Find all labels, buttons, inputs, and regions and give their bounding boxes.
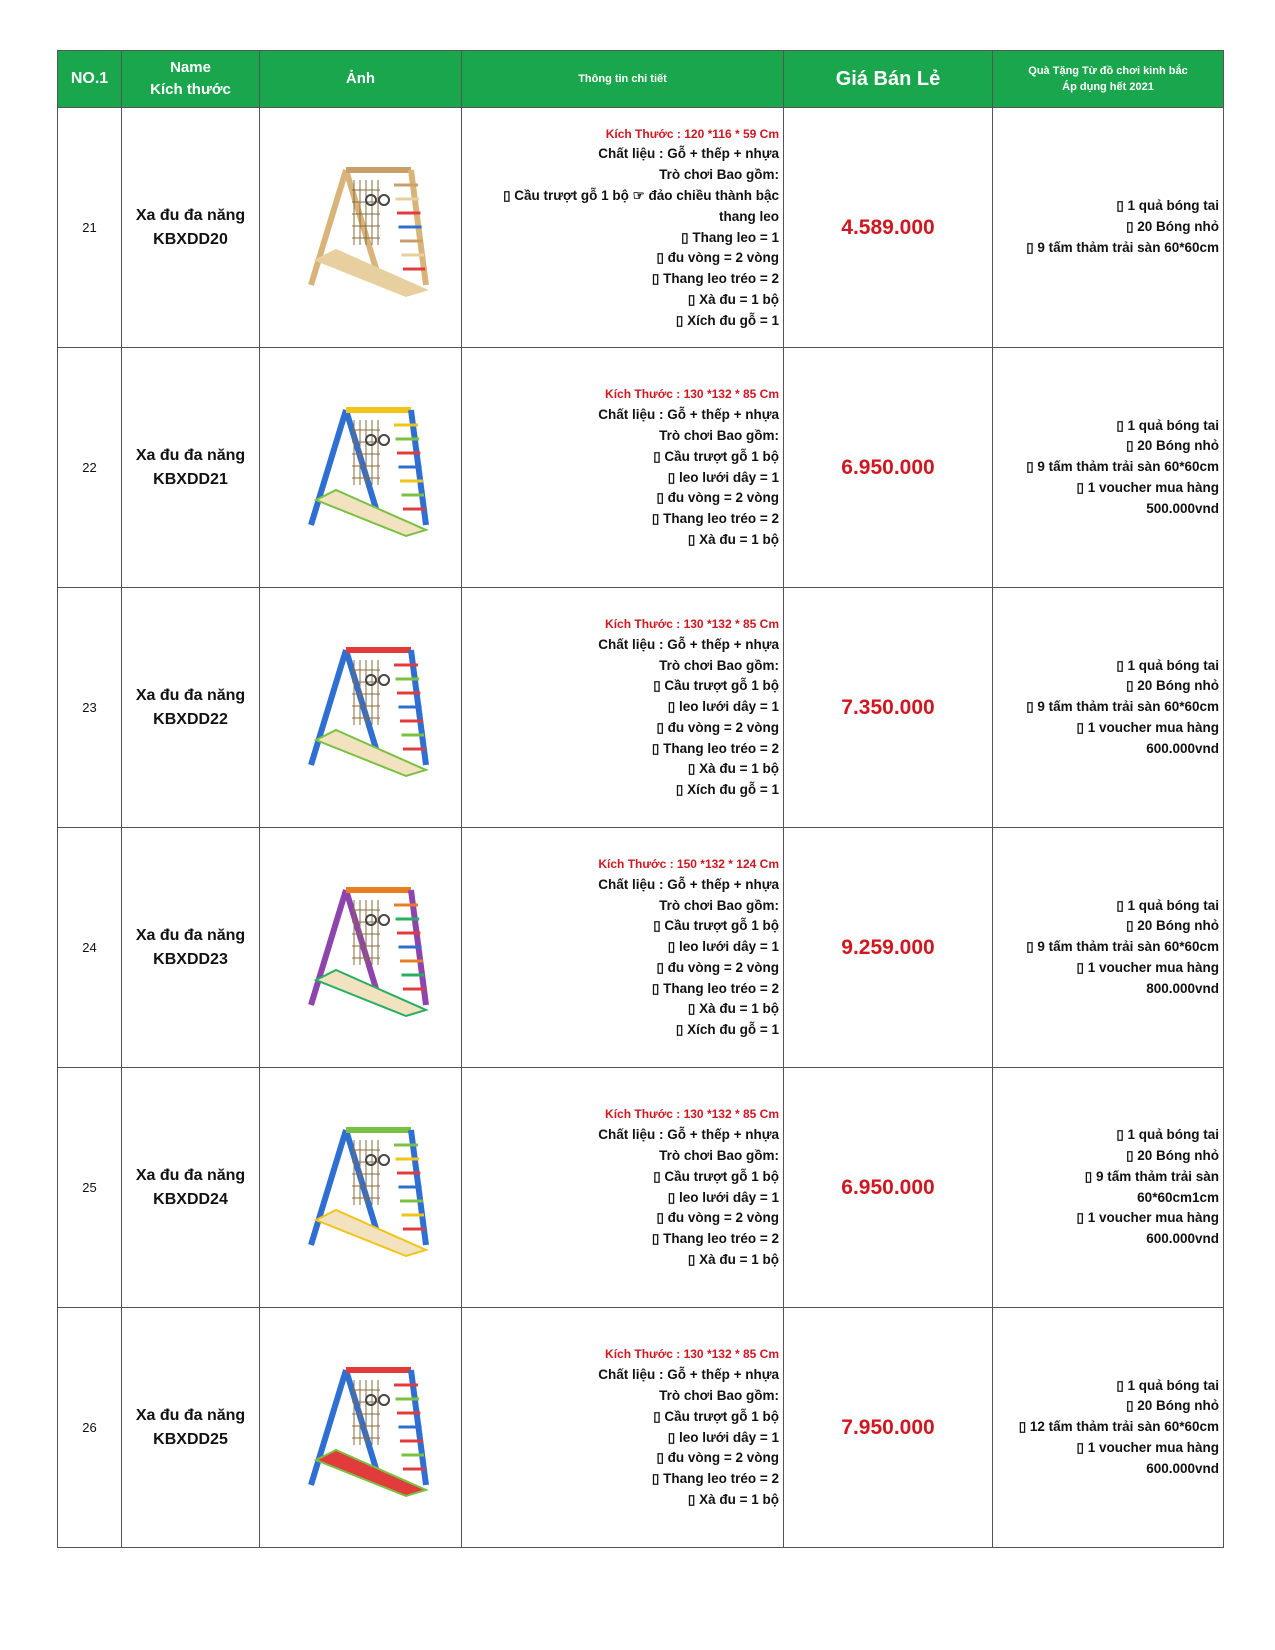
gift-line: ▯ 1 quả bóng tai — [1116, 198, 1219, 214]
product-name-line1: Xa đu đa năng — [135, 446, 246, 464]
detail-line: Trò chơi Bao gồm: — [659, 657, 779, 673]
detail-line: ▯ Cầu trượt gỗ 1 bộ — [653, 678, 779, 694]
detail-line: ▯ Thang leo tréo = 2 — [651, 1471, 779, 1487]
gift-line: ▯ 20 Bóng nhỏ — [1126, 438, 1219, 454]
detail-line: ▯ leo lưới dây = 1 — [667, 469, 779, 485]
product-table — [57, 50, 1224, 1548]
gift-line: ▯ 1 voucher mua hàng — [1076, 1210, 1219, 1226]
product-size: Kích Thước : 130 *132 * 85 Cm — [605, 387, 779, 402]
gift-line: ▯ 1 quả bóng tai — [1116, 1377, 1219, 1393]
product-name — [122, 828, 260, 1068]
gift-line: ▯ 9 tấm thảm trải sàn 60*60cm — [1026, 459, 1219, 475]
product-details — [462, 348, 784, 588]
detail-line: ▯ Cầu trượt gỗ 1 bộ — [653, 1408, 779, 1424]
header-image: Ảnh — [260, 51, 462, 108]
product-name — [122, 1068, 260, 1308]
product-name-line1: Xa đu đa năng — [135, 686, 246, 704]
detail-line: ▯ leo lưới dây = 1 — [667, 1189, 779, 1205]
product-image-cell — [260, 108, 462, 348]
product-image — [276, 150, 446, 300]
product-code: KBXDD20 — [153, 230, 228, 248]
table-row — [58, 828, 1224, 1068]
detail-line: ▯ Thang leo tréo = 2 — [651, 740, 779, 756]
gift-line: ▯ 12 tấm thảm trải sàn 60*60cm — [1018, 1419, 1219, 1435]
detail-line: ▯ Thang leo tréo = 2 — [651, 1231, 779, 1247]
gift-list — [993, 1308, 1224, 1548]
product-size: Kích Thước : 130 *132 * 85 Cm — [605, 616, 779, 631]
detail-line: Trò chơi Bao gồm: — [659, 1387, 779, 1403]
row-number: 21 — [58, 108, 122, 348]
header-name-line2: Kích thước — [150, 81, 231, 98]
table-row — [58, 1308, 1224, 1548]
gift-line: ▯ 1 quả bóng tai — [1116, 897, 1219, 913]
product-details — [462, 1068, 784, 1308]
product-name-line1: Xa đu đa năng — [135, 926, 246, 944]
header-gift — [993, 51, 1224, 108]
detail-line: ▯ leo lưới dây = 1 — [667, 699, 779, 715]
gift-line: 600.000vnd — [1146, 740, 1219, 756]
product-image — [276, 870, 446, 1020]
detail-line: ▯ leo lưới dây = 1 — [667, 939, 779, 955]
table-row — [58, 588, 1224, 828]
header-gift-line1: Quà Tặng Từ đồ chơi kinh bắc — [1028, 65, 1188, 77]
product-image — [276, 1110, 446, 1260]
detail-line: Trò chơi Bao gồm: — [659, 897, 779, 913]
detail-line: ▯ đu vòng = 2 vòng — [656, 719, 779, 735]
detail-line: ▯ Xà đu = 1 bộ — [687, 1001, 779, 1017]
product-code: KBXDD22 — [153, 710, 228, 728]
retail-price: 7.350.000 — [784, 588, 993, 828]
header-no: NO.1 — [58, 51, 122, 108]
table-row — [58, 1068, 1224, 1308]
product-name-line1: Xa đu đa năng — [135, 1406, 246, 1424]
detail-line: ▯ Thang leo tréo = 2 — [651, 271, 779, 287]
product-size: Kích Thước : 150 *132 * 124 Cm — [598, 856, 779, 871]
gift-line: 600.000vnd — [1146, 1231, 1219, 1247]
header-name-line1: Name — [170, 59, 211, 76]
gift-line: 60*60cm1cm — [1137, 1189, 1219, 1205]
header-gift-line2: Áp dụng hết 2021 — [1062, 81, 1154, 93]
gift-line: 600.000vnd — [1146, 1460, 1219, 1476]
gift-line: ▯ 9 tấm thảm trải sàn 60*60cm — [1026, 939, 1219, 955]
detail-line: ▯ Cầu trượt gỗ 1 bộ ☞ đảo chiều thành bậc — [503, 187, 779, 203]
product-image-cell — [260, 588, 462, 828]
table-row — [58, 348, 1224, 588]
gift-line: ▯ 20 Bóng nhỏ — [1126, 678, 1219, 694]
retail-price: 6.950.000 — [784, 1068, 993, 1308]
detail-line: Trò chơi Bao gồm: — [659, 167, 779, 183]
product-image-cell — [260, 828, 462, 1068]
gift-line: 800.000vnd — [1146, 980, 1219, 996]
detail-line: ▯ đu vòng = 2 vòng — [656, 1210, 779, 1226]
detail-line: Chất liệu : Gỗ + thếp + nhựa — [598, 876, 779, 892]
product-size: Kích Thước : 120 *116 * 59 Cm — [605, 126, 779, 141]
gift-line: ▯ 1 voucher mua hàng — [1076, 1439, 1219, 1455]
gift-line: ▯ 1 voucher mua hàng — [1076, 479, 1219, 495]
product-name-line1: Xa đu đa năng — [135, 1166, 246, 1184]
detail-line: Chất liệu : Gỗ + thếp + nhựa — [598, 636, 779, 652]
detail-line: ▯ đu vòng = 2 vòng — [656, 959, 779, 975]
header-detail: Thông tin chi tiết — [462, 51, 784, 108]
header-name — [122, 51, 260, 108]
product-name — [122, 1308, 260, 1548]
product-image-cell — [260, 1308, 462, 1548]
product-code: KBXDD25 — [153, 1430, 228, 1448]
row-number: 24 — [58, 828, 122, 1068]
detail-line: ▯ Xà đu = 1 bộ — [687, 761, 779, 777]
gift-line: ▯ 1 quả bóng tai — [1116, 417, 1219, 433]
product-image-cell — [260, 348, 462, 588]
gift-line: ▯ 1 voucher mua hàng — [1076, 719, 1219, 735]
product-details — [462, 1308, 784, 1548]
detail-line: Chất liệu : Gỗ + thếp + nhựa — [598, 407, 779, 423]
product-size: Kích Thước : 130 *132 * 85 Cm — [605, 1107, 779, 1122]
product-image — [276, 630, 446, 780]
row-number: 26 — [58, 1308, 122, 1548]
product-details — [462, 588, 784, 828]
detail-line: ▯ Thang leo tréo = 2 — [651, 980, 779, 996]
gift-list — [993, 1068, 1224, 1308]
header-price: Giá Bán Lẻ — [784, 51, 993, 108]
product-details — [462, 108, 784, 348]
detail-line: ▯ Xà đu = 1 bộ — [687, 531, 779, 547]
detail-line: thang leo — [719, 208, 779, 224]
detail-line: ▯ đu vòng = 2 vòng — [656, 250, 779, 266]
product-code: KBXDD23 — [153, 950, 228, 968]
gift-list — [993, 588, 1224, 828]
detail-line: ▯ Xà đu = 1 bộ — [687, 291, 779, 307]
gift-line: ▯ 1 quả bóng tai — [1116, 1127, 1219, 1143]
gift-line: ▯ 9 tấm thảm trải sàn — [1084, 1168, 1219, 1184]
detail-line: ▯ đu vòng = 2 vòng — [656, 1450, 779, 1466]
detail-line: ▯ Cầu trượt gỗ 1 bộ — [653, 1168, 779, 1184]
gift-line: ▯ 20 Bóng nhỏ — [1126, 1147, 1219, 1163]
gift-line: ▯ 20 Bóng nhỏ — [1126, 1398, 1219, 1414]
gift-list — [993, 348, 1224, 588]
gift-line: 500.000vnd — [1146, 500, 1219, 516]
product-image-cell — [260, 1068, 462, 1308]
retail-price: 4.589.000 — [784, 108, 993, 348]
detail-line: ▯ Xà đu = 1 bộ — [687, 1251, 779, 1267]
detail-line: ▯ Xà đu = 1 bộ — [687, 1491, 779, 1507]
detail-line: ▯ Xích đu gỗ = 1 — [675, 312, 779, 328]
detail-line: ▯ Xích đu gỗ = 1 — [675, 1022, 779, 1038]
gift-line: ▯ 1 voucher mua hàng — [1076, 959, 1219, 975]
gift-list — [993, 828, 1224, 1068]
product-name — [122, 108, 260, 348]
detail-line: ▯ Cầu trượt gỗ 1 bộ — [653, 918, 779, 934]
product-details — [462, 828, 784, 1068]
detail-line: ▯ leo lưới dây = 1 — [667, 1429, 779, 1445]
detail-line: ▯ đu vòng = 2 vòng — [656, 490, 779, 506]
retail-price: 6.950.000 — [784, 348, 993, 588]
gift-line: ▯ 9 tấm thảm trải sàn 60*60cm — [1026, 699, 1219, 715]
product-code: KBXDD24 — [153, 1190, 228, 1208]
row-number: 25 — [58, 1068, 122, 1308]
detail-line: Trò chơi Bao gồm: — [659, 1147, 779, 1163]
gift-list — [993, 108, 1224, 348]
detail-line: Chất liệu : Gỗ + thếp + nhựa — [598, 1127, 779, 1143]
product-size: Kích Thước : 130 *132 * 85 Cm — [605, 1347, 779, 1362]
retail-price: 9.259.000 — [784, 828, 993, 1068]
gift-line: ▯ 9 tấm thảm trải sàn 60*60cm — [1026, 239, 1219, 255]
detail-line: Chất liệu : Gỗ + thếp + nhựa — [598, 146, 779, 162]
product-name — [122, 588, 260, 828]
product-image — [276, 1350, 446, 1500]
product-name-line1: Xa đu đa năng — [135, 206, 246, 224]
detail-line: Trò chơi Bao gồm: — [659, 427, 779, 443]
detail-line: ▯ Thang leo = 1 — [681, 229, 779, 245]
product-name — [122, 348, 260, 588]
table-row — [58, 108, 1224, 348]
retail-price: 7.950.000 — [784, 1308, 993, 1548]
row-number: 22 — [58, 348, 122, 588]
detail-line: ▯ Xích đu gỗ = 1 — [675, 782, 779, 798]
row-number: 23 — [58, 588, 122, 828]
detail-line: Chất liệu : Gỗ + thếp + nhựa — [598, 1367, 779, 1383]
detail-line: ▯ Cầu trượt gỗ 1 bộ — [653, 448, 779, 464]
table-header-row — [58, 51, 1224, 108]
product-code: KBXDD21 — [153, 470, 228, 488]
gift-line: ▯ 20 Bóng nhỏ — [1126, 219, 1219, 235]
gift-line: ▯ 1 quả bóng tai — [1116, 657, 1219, 673]
gift-line: ▯ 20 Bóng nhỏ — [1126, 918, 1219, 934]
product-image — [276, 390, 446, 540]
detail-line: ▯ Thang leo tréo = 2 — [651, 511, 779, 527]
